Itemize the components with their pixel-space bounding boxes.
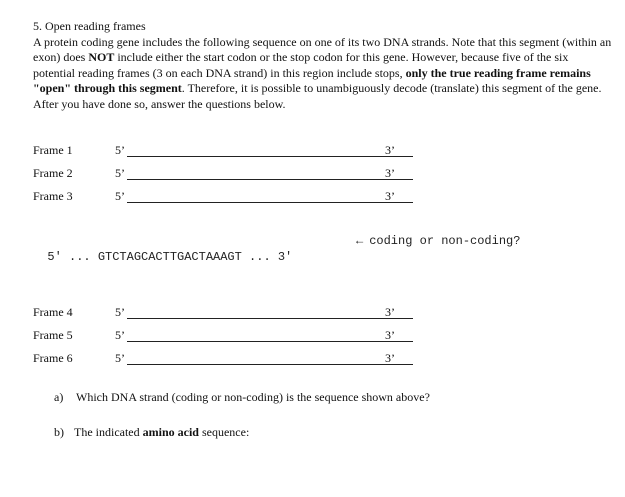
left-arrow-icon: ← (356, 234, 364, 248)
frame-answer-blank[interactable] (127, 179, 413, 180)
frame-label: Frame 4 (33, 305, 73, 319)
frame-row-3 (33, 189, 433, 205)
sub-question-b (54, 425, 249, 441)
frame-label: Frame 2 (33, 166, 73, 180)
frame-label: Frame 3 (33, 189, 73, 203)
frame-row-5 (33, 328, 433, 344)
frame-answer-blank[interactable] (127, 364, 413, 365)
sub-question-bold: amino acid (142, 425, 199, 439)
strand-question-text: coding or non-coding? (369, 234, 521, 248)
five-prime-label: 5’ (115, 351, 125, 365)
question-5 (33, 19, 613, 113)
body-text-2: include either the start codon or the stop codon for this gene. However, because five of the six potential reading frames (3 on each DNA strand) in this region include stops, (33, 50, 569, 80)
body-text-3: . Therefore, it is possible to unambiguously decode (translate) this segment of the gene. After you have done so, answer the questions below. (33, 81, 602, 111)
sub-question-a (54, 390, 430, 406)
dna-sequence-line (33, 234, 613, 281)
frame-label: Frame 5 (33, 328, 73, 342)
body-not-emphasis: NOT (88, 50, 115, 65)
five-prime-label: 5’ (115, 189, 125, 203)
five-prime-label: 5’ (115, 305, 125, 319)
sub-question-text: Which DNA strand (coding or non-coding) is the sequence shown above? (76, 390, 430, 404)
frame-answer-blank[interactable] (127, 318, 413, 319)
frame-label: Frame 1 (33, 143, 73, 157)
frame-answer-blank[interactable] (127, 156, 413, 157)
sub-question-letter: a) (54, 390, 64, 404)
three-prime-label: 3’ (385, 351, 395, 365)
frame-row-1 (33, 143, 433, 159)
sub-question-text-after: sequence: (198, 425, 250, 439)
sub-question-letter: b) (54, 425, 64, 439)
three-prime-label: 3’ (385, 166, 395, 180)
body-text-1: A protein coding gene includes the following sequence on one of its two DNA strands. Note that this segment (within an exon) does (33, 34, 612, 65)
question-body (33, 35, 613, 113)
five-prime-label: 5’ (115, 166, 125, 180)
three-prime-label: 3’ (385, 305, 395, 319)
frame-answer-blank[interactable] (127, 202, 413, 203)
frame-row-6 (33, 351, 433, 367)
question-title: 5. Open reading frames (33, 19, 146, 33)
strand-question-note (356, 234, 520, 250)
five-prime-label: 5’ (115, 143, 125, 157)
dna-sequence: 5' ... GTCTAGCACTTGACTAAAGT ... 3' (47, 249, 293, 264)
frame-label: Frame 6 (33, 351, 73, 365)
five-prime-label: 5’ (115, 328, 125, 342)
frame-row-2 (33, 166, 433, 182)
sub-question-text-before: The indicated (74, 425, 143, 439)
three-prime-label: 3’ (385, 328, 395, 342)
three-prime-label: 3’ (385, 143, 395, 157)
body-bold-emphasis: only the true reading frame remains "open" through this segment (33, 65, 591, 96)
frame-answer-blank[interactable] (127, 341, 413, 342)
frame-row-4 (33, 305, 433, 321)
three-prime-label: 3’ (385, 189, 395, 203)
